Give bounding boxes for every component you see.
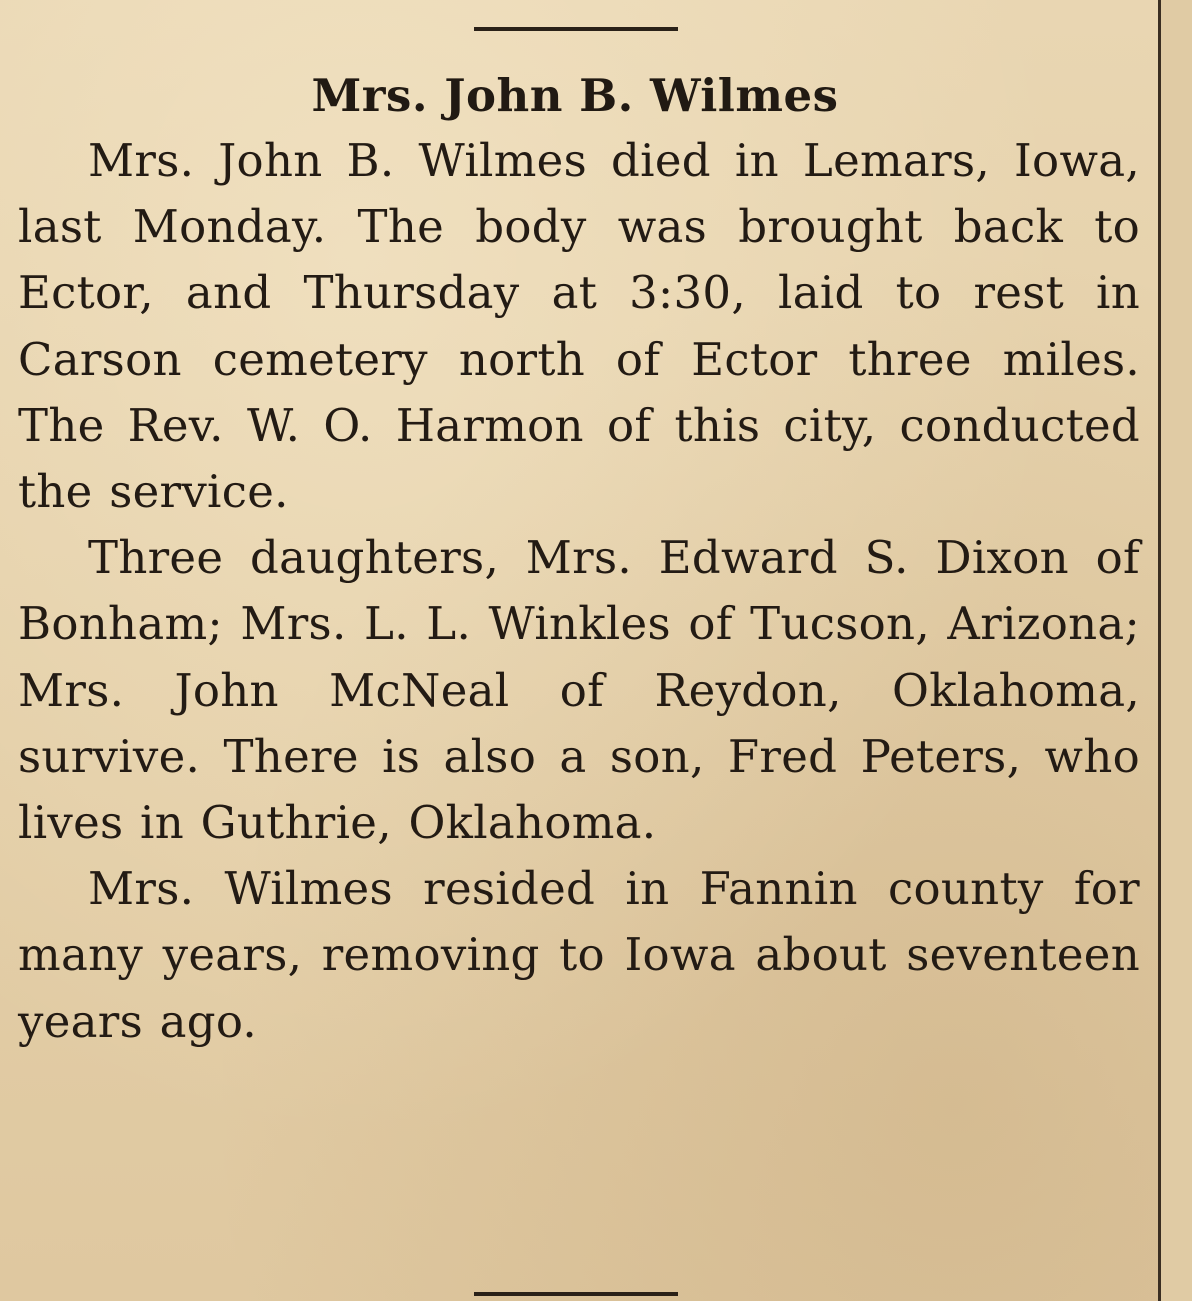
- article-headline: Mrs. John B. Wilmes: [311, 69, 839, 122]
- paragraph-residence: Mrs. Wilmes resided in Fannin county for many years, removing to Iowa about seventeen years ago.: [18, 862, 1140, 1048]
- article-body: [18, 128, 1140, 1055]
- paragraph-death-notice: Mrs. John B. Wilmes died in Lemars, Iowa, last Monday. The body was brought back to Ector, and Thursday at 3:30, laid to rest in Carson cemetery north of Ector three miles. The Rev. W. O. Harmon of this city, conducted the service.: [18, 134, 1140, 519]
- adjacent-column-edge: [1161, 0, 1192, 1301]
- top-divider-rule: [474, 27, 678, 31]
- paragraph-survivors: Three daughters, Mrs. Edward S. Dixon of Bonham; Mrs. L. L. Winkles of Tucson, Arizona; Mrs. John McNeal of Reydon, Oklahoma, survive. There is also a son, Fred Peters, who lives in Guthrie, Oklahoma.: [18, 531, 1140, 850]
- bottom-divider-rule: [474, 1292, 678, 1296]
